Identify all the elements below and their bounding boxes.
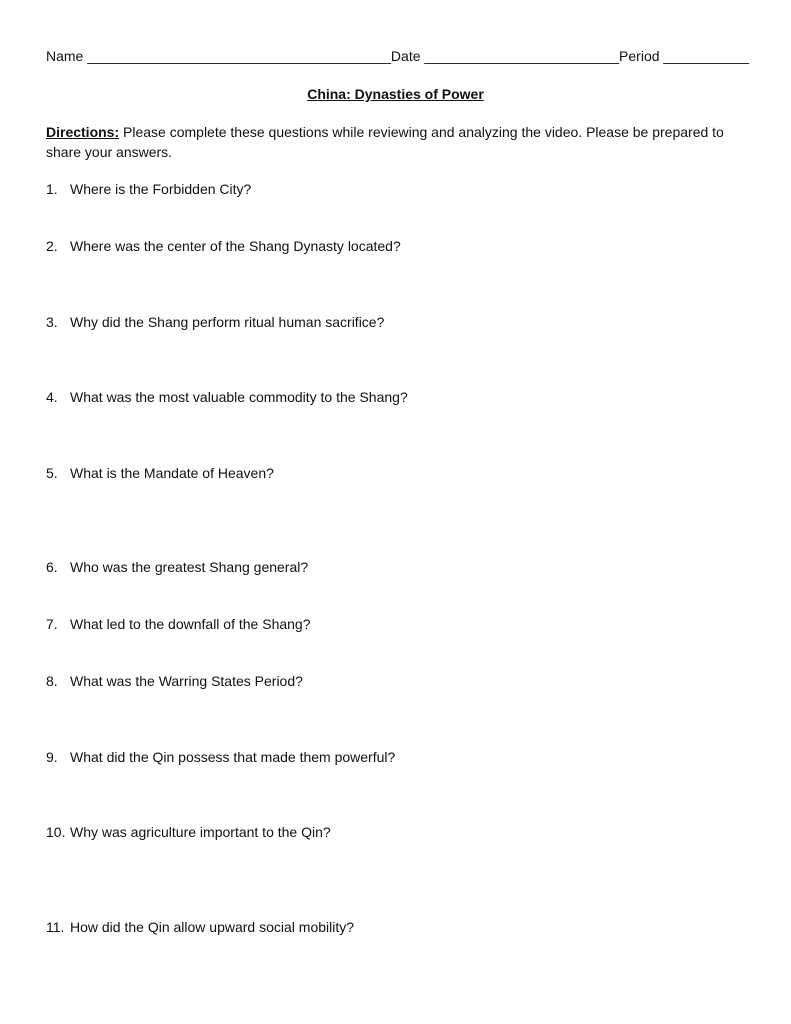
- question-2: [46, 237, 401, 255]
- question-number: 2.: [46, 238, 58, 254]
- period-label: Period: [619, 48, 660, 64]
- date-blank[interactable]: _________________________: [424, 48, 620, 64]
- question-number: 1.: [46, 181, 58, 197]
- question-text: What was the Warring States Period?: [70, 673, 303, 689]
- question-number: 8.: [46, 673, 58, 689]
- period-blank[interactable]: ___________: [663, 48, 750, 64]
- question-text: Who was the greatest Shang general?: [70, 559, 309, 575]
- question-text: How did the Qin allow upward social mobility?: [70, 919, 355, 935]
- question-text: What was the most valuable commodity to the Shang?: [70, 389, 408, 405]
- question-number: 5.: [46, 465, 58, 481]
- question-10: [46, 823, 331, 841]
- question-text: Where was the center of the Shang Dynasty located?: [70, 238, 401, 254]
- directions: [46, 122, 746, 162]
- question-4: [46, 388, 408, 406]
- directions-text: Please complete these questions while reviewing and analyzing the video. Please be prepared to share your answers.: [46, 124, 724, 160]
- question-1: [46, 180, 251, 198]
- question-text: Why did the Shang perform ritual human sacrifice?: [70, 314, 385, 330]
- question-text: Where is the Forbidden City?: [70, 181, 252, 197]
- question-6: [46, 558, 308, 576]
- question-8: [46, 672, 303, 690]
- question-11: [46, 918, 354, 936]
- question-number: 10.: [46, 824, 66, 840]
- question-9: [46, 748, 395, 766]
- question-text: What is the Mandate of Heaven?: [70, 465, 274, 481]
- question-number: 11.: [46, 919, 65, 935]
- directions-label: Directions:: [46, 124, 120, 140]
- name-blank[interactable]: _______________________________________: [87, 48, 391, 64]
- question-number: 6.: [46, 559, 58, 575]
- question-5: [46, 464, 274, 482]
- question-number: 4.: [46, 389, 58, 405]
- question-text: What did the Qin possess that made them powerful?: [70, 749, 396, 765]
- question-text: What led to the downfall of the Shang?: [70, 616, 311, 632]
- question-text: Why was agriculture important to the Qin?: [70, 824, 331, 840]
- worksheet-title: China: Dynasties of Power: [307, 86, 484, 102]
- question-number: 9.: [46, 749, 58, 765]
- header-line: [46, 47, 749, 65]
- question-number: 3.: [46, 314, 58, 330]
- question-7: [46, 615, 311, 633]
- date-label: Date: [390, 48, 421, 64]
- question-3: [46, 313, 384, 331]
- name-label: Name: [46, 48, 84, 64]
- question-number: 7.: [46, 616, 58, 632]
